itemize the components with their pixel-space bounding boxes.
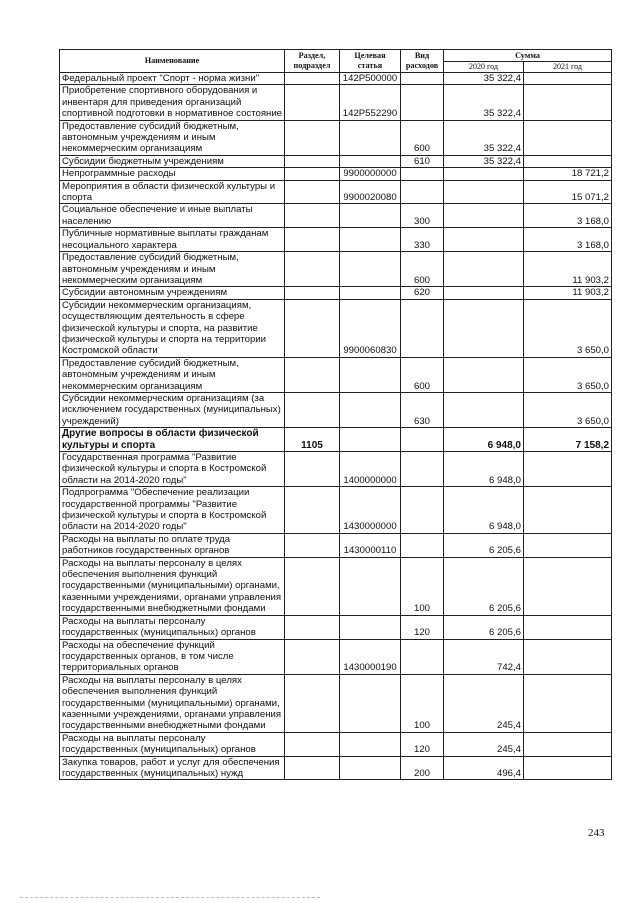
- table-row: [60, 452, 612, 487]
- row-name: Подпрограмма "Обеспечение реализации государственной программы "Развитие физической культуры и спорта в Костромской области на 2014-2020 годы": [60, 487, 285, 534]
- row-name: Предоставление субсидий бюджетным, автономным учреждениям и иным некоммерческим организациям: [60, 120, 285, 155]
- table-row: [60, 428, 612, 452]
- row-target: [340, 155, 401, 167]
- row-section: [285, 357, 340, 392]
- table-row: [60, 557, 612, 615]
- row-sum-2020: 496,4: [444, 756, 524, 780]
- row-sum-2021: [524, 120, 612, 155]
- row-vid: 600: [401, 357, 444, 392]
- row-target: [340, 357, 401, 392]
- row-sum-2020: [444, 204, 524, 228]
- row-name: Субсидии некоммерческим организациям, осуществляющим деятельность в сфере физической культуры и спорта, на развитие физической культуры и спорта на территории Костромской области: [60, 299, 285, 357]
- row-sum-2020: 35 322,4: [444, 73, 524, 85]
- row-section: [285, 180, 340, 204]
- row-sum-2021: [524, 533, 612, 557]
- row-vid: 620: [401, 287, 444, 299]
- row-target: [340, 615, 401, 639]
- row-name: Расходы на выплаты по оплате труда работников государственных органов: [60, 533, 285, 557]
- row-vid: [401, 428, 444, 452]
- row-sum-2021: [524, 73, 612, 85]
- row-vid: 330: [401, 228, 444, 252]
- row-sum-2021: 11 903,2: [524, 252, 612, 287]
- row-sum-2020: 35 322,4: [444, 120, 524, 155]
- table-row: [60, 252, 612, 287]
- row-name: Расходы на выплаты персоналу государственных (муниципальных) органов: [60, 732, 285, 756]
- row-sum-2021: 18 721,2: [524, 168, 612, 180]
- row-target: 1430000110: [340, 533, 401, 557]
- row-target: 142P552290: [340, 85, 401, 120]
- row-target: [340, 287, 401, 299]
- row-sum-2020: 6 205,6: [444, 533, 524, 557]
- row-vid: 600: [401, 252, 444, 287]
- row-target: 9900000000: [340, 168, 401, 180]
- row-sum-2020: [444, 168, 524, 180]
- row-section: [285, 204, 340, 228]
- row-vid: 200: [401, 756, 444, 780]
- row-sum-2021: [524, 615, 612, 639]
- row-sum-2021: 3 650,0: [524, 392, 612, 427]
- row-vid: [401, 168, 444, 180]
- row-vid: [401, 299, 444, 357]
- header-row: [60, 50, 612, 62]
- row-name: Расходы на обеспечение функций государственных органов, в том числе территориальных органов: [60, 639, 285, 674]
- row-section: [285, 557, 340, 615]
- header-target: Целевая статья: [340, 50, 401, 73]
- row-name: Другие вопросы в области физической культуры и спорта: [60, 428, 285, 452]
- table-row: [60, 287, 612, 299]
- table-row: [60, 639, 612, 674]
- row-section: [285, 392, 340, 427]
- budget-table: [59, 49, 612, 780]
- row-sum-2020: 6 948,0: [444, 452, 524, 487]
- header-section: Раздел, подраздел: [285, 50, 340, 73]
- row-section: [285, 732, 340, 756]
- table-body: [60, 73, 612, 780]
- row-sum-2020: 6 948,0: [444, 428, 524, 452]
- row-sum-2021: [524, 85, 612, 120]
- row-sum-2020: 245,4: [444, 732, 524, 756]
- row-name: Расходы на выплаты персоналу в целях обеспечения выполнения функций государственными (муниципальными) органами, казенными учреждениями, органами управления государственными внебюджетными фондами: [60, 557, 285, 615]
- row-target: 9900060830: [340, 299, 401, 357]
- row-target: 142P500000: [340, 73, 401, 85]
- row-name: Предоставление субсидий бюджетным, автономным учреждениям и иным некоммерческим организациям: [60, 252, 285, 287]
- row-sum-2020: [444, 287, 524, 299]
- row-section: [285, 228, 340, 252]
- row-section: [285, 287, 340, 299]
- row-sum-2020: 6 205,6: [444, 557, 524, 615]
- table-row: [60, 756, 612, 780]
- row-section: [285, 487, 340, 534]
- row-sum-2020: 742,4: [444, 639, 524, 674]
- row-name: Субсидии бюджетным учреждениям: [60, 155, 285, 167]
- row-sum-2021: 7 158,2: [524, 428, 612, 452]
- row-sum-2021: [524, 452, 612, 487]
- row-sum-2020: [444, 392, 524, 427]
- row-sum-2021: [524, 756, 612, 780]
- row-vid: [401, 85, 444, 120]
- row-name: Субсидии некоммерческим организациям (за исключением государственных (муниципальных) учреждений): [60, 392, 285, 427]
- row-sum-2021: [524, 155, 612, 167]
- row-sum-2021: 3 168,0: [524, 204, 612, 228]
- row-sum-2021: [524, 557, 612, 615]
- row-name: Непрограммные расходы: [60, 168, 285, 180]
- row-sum-2021: [524, 487, 612, 534]
- table-row: [60, 357, 612, 392]
- table-row: [60, 168, 612, 180]
- table-row: [60, 533, 612, 557]
- row-vid: 300: [401, 204, 444, 228]
- row-vid: 600: [401, 120, 444, 155]
- table-row: [60, 204, 612, 228]
- row-name: Публичные нормативные выплаты гражданам несоциального характера: [60, 228, 285, 252]
- row-sum-2020: 35 322,4: [444, 155, 524, 167]
- row-section: [285, 168, 340, 180]
- row-target: [340, 252, 401, 287]
- row-vid: [401, 180, 444, 204]
- table-row: [60, 392, 612, 427]
- row-target: 1430000190: [340, 639, 401, 674]
- row-sum-2021: [524, 732, 612, 756]
- row-name: Расходы на выплаты персоналу государственных (муниципальных) органов: [60, 615, 285, 639]
- row-sum-2021: 11 903,2: [524, 287, 612, 299]
- row-sum-2021: 3 168,0: [524, 228, 612, 252]
- table-row: [60, 73, 612, 85]
- row-target: [340, 756, 401, 780]
- row-vid: 100: [401, 674, 444, 732]
- row-section: [285, 674, 340, 732]
- row-target: [340, 228, 401, 252]
- row-section: [285, 756, 340, 780]
- row-sum-2020: 6 948,0: [444, 487, 524, 534]
- row-target: [340, 392, 401, 427]
- row-section: [285, 73, 340, 85]
- header-2021: 2021 год: [524, 62, 612, 73]
- row-sum-2021: 15 071,2: [524, 180, 612, 204]
- row-section: [285, 120, 340, 155]
- row-target: [340, 557, 401, 615]
- table-row: [60, 180, 612, 204]
- row-target: 1400000000: [340, 452, 401, 487]
- row-vid: 630: [401, 392, 444, 427]
- row-section: [285, 452, 340, 487]
- row-section: [285, 252, 340, 287]
- row-name: Закупка товаров, работ и услуг для обеспечения государственных (муниципальных) нужд: [60, 756, 285, 780]
- row-vid: [401, 452, 444, 487]
- row-vid: [401, 533, 444, 557]
- row-sum-2020: [444, 252, 524, 287]
- row-vid: [401, 487, 444, 534]
- row-section: [285, 299, 340, 357]
- row-name: Федеральный проект "Спорт - норма жизни": [60, 73, 285, 85]
- row-sum-2020: [444, 228, 524, 252]
- row-name: Социальное обеспечение и иные выплаты населению: [60, 204, 285, 228]
- row-vid: 120: [401, 615, 444, 639]
- row-sum-2020: [444, 299, 524, 357]
- row-target: 9900020080: [340, 180, 401, 204]
- row-name: Приобретение спортивного оборудования и инвентаря для приведения организаций спортивной подготовки в нормативное состояние: [60, 85, 285, 120]
- table-row: [60, 120, 612, 155]
- row-section: [285, 155, 340, 167]
- row-section: [285, 639, 340, 674]
- header-sum: Сумма: [444, 50, 612, 62]
- table-row: [60, 615, 612, 639]
- table-row: [60, 155, 612, 167]
- row-sum-2021: [524, 674, 612, 732]
- row-sum-2020: 35 322,4: [444, 85, 524, 120]
- row-target: [340, 674, 401, 732]
- row-sum-2020: [444, 180, 524, 204]
- row-section: [285, 533, 340, 557]
- row-sum-2020: 6 205,6: [444, 615, 524, 639]
- row-sum-2021: 3 650,0: [524, 299, 612, 357]
- row-vid: 120: [401, 732, 444, 756]
- row-name: Мероприятия в области физической культуры и спорта: [60, 180, 285, 204]
- table-row: [60, 299, 612, 357]
- row-sum-2021: [524, 639, 612, 674]
- row-section: [285, 615, 340, 639]
- row-vid: [401, 639, 444, 674]
- budget-sheet: [59, 49, 612, 780]
- row-name: Расходы на выплаты персоналу в целях обеспечения выполнения функций государственными (муниципальными) органами, казенными учреждениями, органами управления государственными внебюджетными фондами: [60, 674, 285, 732]
- header-2020: 2020 год: [444, 62, 524, 73]
- table-row: [60, 85, 612, 120]
- row-name: Предоставление субсидий бюджетным, автономным учреждениям и иным некоммерческим организациям: [60, 357, 285, 392]
- row-vid: 100: [401, 557, 444, 615]
- row-target: [340, 120, 401, 155]
- row-target: 1430000000: [340, 487, 401, 534]
- row-section: 1105: [285, 428, 340, 452]
- header-vid: Вид расходов: [401, 50, 444, 73]
- header-name: Наименование: [60, 50, 285, 73]
- row-target: [340, 732, 401, 756]
- row-name: Государственная программа "Развитие физической культуры и спорта в Костромской области на 2014-2020 годы": [60, 452, 285, 487]
- table-row: [60, 487, 612, 534]
- row-target: [340, 204, 401, 228]
- table-row: [60, 674, 612, 732]
- row-target: [340, 428, 401, 452]
- row-vid: 610: [401, 155, 444, 167]
- row-section: [285, 85, 340, 120]
- table-row: [60, 732, 612, 756]
- page-number: 243: [588, 827, 605, 839]
- row-name: Субсидии автономным учреждениям: [60, 287, 285, 299]
- row-vid: [401, 73, 444, 85]
- table-row: [60, 228, 612, 252]
- footer-rule: [20, 897, 320, 898]
- row-sum-2020: 245,4: [444, 674, 524, 732]
- row-sum-2021: 3 650,0: [524, 357, 612, 392]
- row-sum-2020: [444, 357, 524, 392]
